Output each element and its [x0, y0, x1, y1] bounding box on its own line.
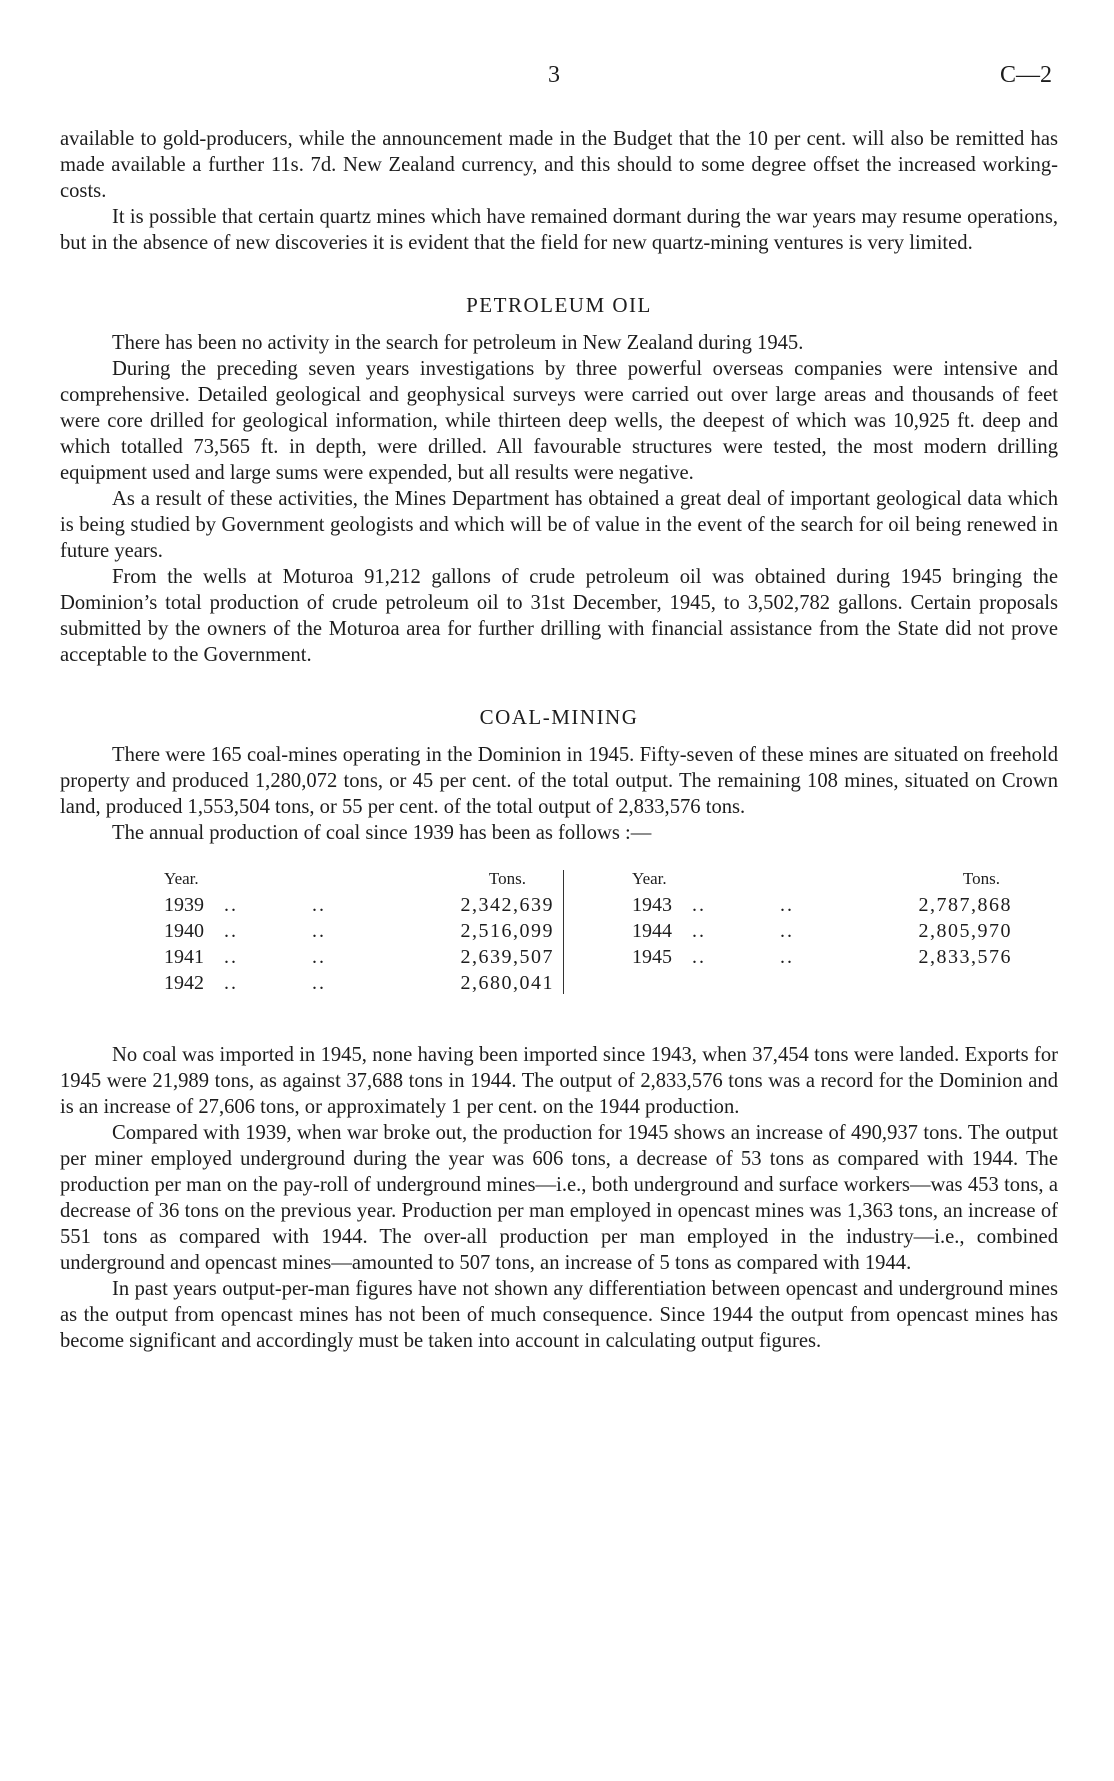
header-year: Year.: [632, 869, 667, 888]
leader-dots: ..: [780, 894, 794, 916]
row-tons: 2,639,507: [460, 946, 554, 968]
coal-paragraph-5: In past years output-per-man figures have not shown any differentiation between opencast and underground mines as the output from opencast mines has not been of much consequence. Since 1944 the output from opencast mines has become significant and accordingly must be taken into account in calculating output figures.: [60, 1278, 1058, 1352]
intro-paragraph-continued: available to gold-producers, while the announcement made in the Budget that the 10 per cent. will also be remitted has made available a further 11s. 7d. New Zealand currency, and this should to some degree offset the increased working-costs.: [60, 128, 1058, 202]
row-tons: 2,342,639: [460, 894, 554, 916]
leader-dots: ..: [224, 946, 238, 968]
leader-dots: ..: [312, 920, 326, 942]
leader-dots: ..: [224, 972, 238, 994]
row-year: 1945: [632, 946, 672, 968]
leader-dots: ..: [224, 894, 238, 916]
row-year: 1941: [164, 946, 204, 968]
row-year: 1944: [632, 920, 672, 942]
coal-paragraph-1: There were 165 coal-mines operating in the Dominion in 1945. Fifty-seven of these mines are situated on freehold property and produced 1,280,072 tons, or 45 per cent. of the total output. The remaining 108 mines, situated on Crown land, produced 1,553,504 tons, or 55 per cent. of the total output of 2,833,576 tons.: [60, 744, 1058, 818]
intro-paragraph-quartz: It is possible that certain quartz mines which have remained dormant during the war years may resume operations, but in the absence of new discoveries it is evident that the field for new quartz-mining ventures is very limited.: [60, 206, 1058, 254]
row-tons: 2,680,041: [460, 972, 554, 994]
table-row: [632, 892, 1012, 918]
row-year: 1939: [164, 894, 204, 916]
row-year: 1943: [632, 894, 672, 916]
section-heading-coal-mining: COAL-MINING: [479, 705, 639, 729]
petroleum-paragraph-3: As a result of these activities, the Mines Department has obtained a great deal of important geological data which is being studied by Government geologists and which will be of value in the event of the search for oil being renewed in future years.: [60, 488, 1058, 562]
petroleum-paragraph-4: From the wells at Moturoa 91,212 gallons of crude petroleum oil was obtained during 1945 bringing the Dominion’s total production of crude petroleum oil to 31st December, 1945, to 3,502,782 gallons. Certain proposals submitted by the owners of the Moturoa area for further drilling with financial assistance from the State did not prove acceptable to the Government.: [60, 566, 1058, 666]
row-tons: 2,787,868: [918, 894, 1012, 916]
table-row: [164, 944, 554, 970]
page-header: [0, 62, 1114, 92]
petroleum-paragraph-1: There has been no activity in the search for petroleum in New Zealand during 1945.: [112, 332, 804, 354]
header-tons: Tons.: [962, 869, 1000, 888]
table-row: [632, 944, 1012, 970]
row-tons: 2,833,576: [918, 946, 1012, 968]
table-row: [164, 970, 554, 996]
leader-dots: ..: [692, 894, 706, 916]
document-code: C—2: [999, 62, 1052, 88]
table-column-divider: [563, 870, 564, 994]
row-year: 1942: [164, 972, 204, 994]
header-year: Year.: [164, 869, 199, 888]
table-column-right: [632, 866, 1012, 970]
table-row: [164, 892, 554, 918]
coal-production-table: [60, 866, 1058, 1022]
row-year: 1940: [164, 920, 204, 942]
table-header-row: [632, 866, 1012, 892]
leader-dots: ..: [312, 972, 326, 994]
leader-dots: ..: [224, 920, 238, 942]
table-column-left: [164, 866, 554, 996]
coal-paragraph-4: Compared with 1939, when war broke out, the production for 1945 shows an increase of 490,937 tons. The output per miner employed underground during the year was 606 tons, a decrease of 53 tons as compared with 1944. The production per man on the pay-roll of underground mines—i.e., both underground and surface workers—was 453 tons, a decrease of 36 tons on the previous year. Production per man employed in opencast mines was 1,363 tons, an increase of 551 tons as compared with 1944. The over-all production per man employed in the industry—i.e., combined underground and opencast mines—amounted to 507 tons, an increase of 5 tons as compared with 1944.: [60, 1122, 1058, 1274]
table-row: [164, 918, 554, 944]
leader-dots: ..: [780, 946, 794, 968]
table-row: [632, 918, 1012, 944]
page-content: [60, 126, 1058, 1354]
page-number: 3: [548, 62, 560, 88]
leader-dots: ..: [692, 920, 706, 942]
leader-dots: ..: [312, 946, 326, 968]
table-header-row: [164, 866, 554, 892]
petroleum-paragraph-2: During the preceding seven years investigations by three powerful overseas companies were intensive and comprehensive. Detailed geological and geophysical surveys were carried out over large areas and thousands of feet were core drilled for geological information, while thirteen deep wells, the deepest of which was 10,925 ft. deep and which totalled 73,565 ft. in depth, were drilled. All favourable structures were tested, the most modern drilling equipment used and large sums were expended, but all results were negative.: [60, 358, 1058, 484]
row-tons: 2,805,970: [918, 920, 1012, 942]
coal-paragraph-3: No coal was imported in 1945, none having been imported since 1943, when 37,454 tons were landed. Exports for 1945 were 21,989 tons, as against 37,688 tons in 1944. The output of 2,833,576 tons was a record for the Dominion and is an increase of 27,606 tons, or approximately 1 per cent. on the 1944 production.: [60, 1044, 1058, 1118]
coal-paragraph-2: The annual production of coal since 1939 has been as follows :—: [112, 822, 652, 844]
row-tons: 2,516,099: [460, 920, 554, 942]
leader-dots: ..: [692, 946, 706, 968]
header-tons: Tons.: [488, 869, 526, 888]
leader-dots: ..: [312, 894, 326, 916]
leader-dots: ..: [780, 920, 794, 942]
section-heading-petroleum: PETROLEUM OIL: [466, 293, 652, 317]
